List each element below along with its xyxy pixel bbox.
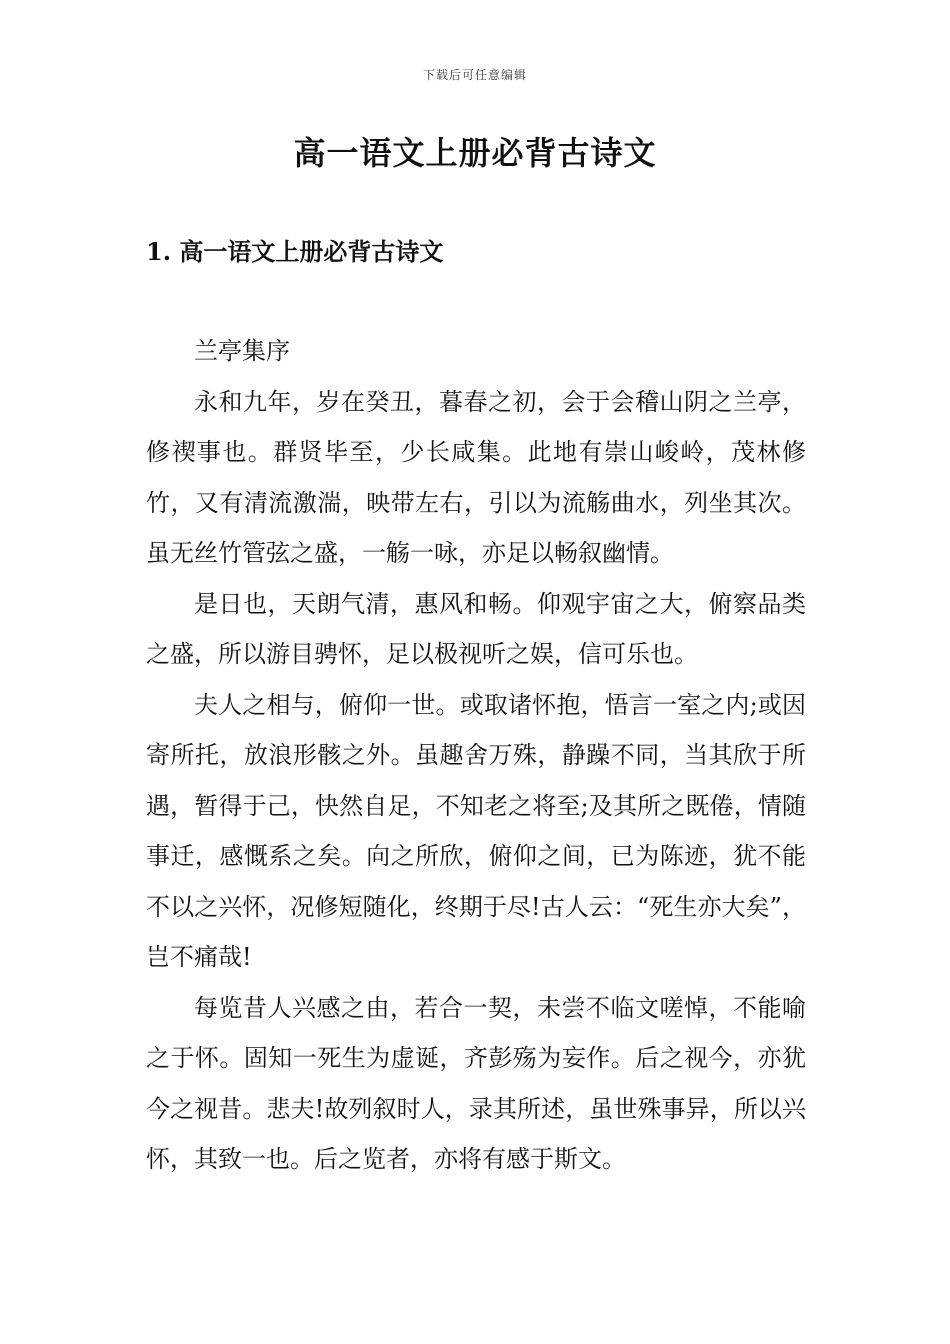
paragraph-2: 是日也，天朗气清，惠风和畅。仰观宇宙之大，俯察品类之盛，所以游目骋怀，足以极视听之娱，信可乐也。	[146, 589, 806, 668]
paragraph-1: 永和九年，岁在癸丑，暮春之初，会于会稽山阴之兰亭，修禊事也。群贤毕至，少长咸集。此地有崇山峻岭，茂林修竹，又有清流激湍，映带左右，引以为流觞曲水，列坐其次。虽无丝竹管弦之盛，一觞一咏，亦足以畅叙幽情。	[146, 387, 806, 567]
paragraph-4: 每览昔人兴感之由，若合一契，未尝不临文嗟悼，不能喻之于怀。固知一死生为虚诞，齐彭殇为妄作。后之视今，亦犹今之视昔。悲夫!故列叙时人，录其所述，虽世殊事异，所以兴怀，其致一也。后之览者，亦将有感于斯文。	[146, 993, 806, 1173]
paragraph-3: 夫人之相与，俯仰一世。或取诸怀抱，悟言一室之内;或因寄所托，放浪形骸之外。虽趣舍万殊，静躁不同，当其欣于所遇，暂得于己，快然自足，不知老之将至;及其所之既倦，情随事迁，感慨系之矣。向之所欣，俯仰之间，已为陈迹，犹不能不以之兴怀，况修短随化，终期于尽!古人云：“死生亦大矣”，岂不痛哉!	[146, 690, 806, 971]
poem-title: 兰亭集序	[194, 337, 290, 365]
body-text	[146, 326, 806, 1185]
page-title: 高一语文上册必背古诗文	[293, 134, 657, 172]
section-heading: 1. 高一语文上册必背古诗文	[146, 237, 444, 266]
header-note: 下载后可任意编辑	[422, 68, 527, 82]
